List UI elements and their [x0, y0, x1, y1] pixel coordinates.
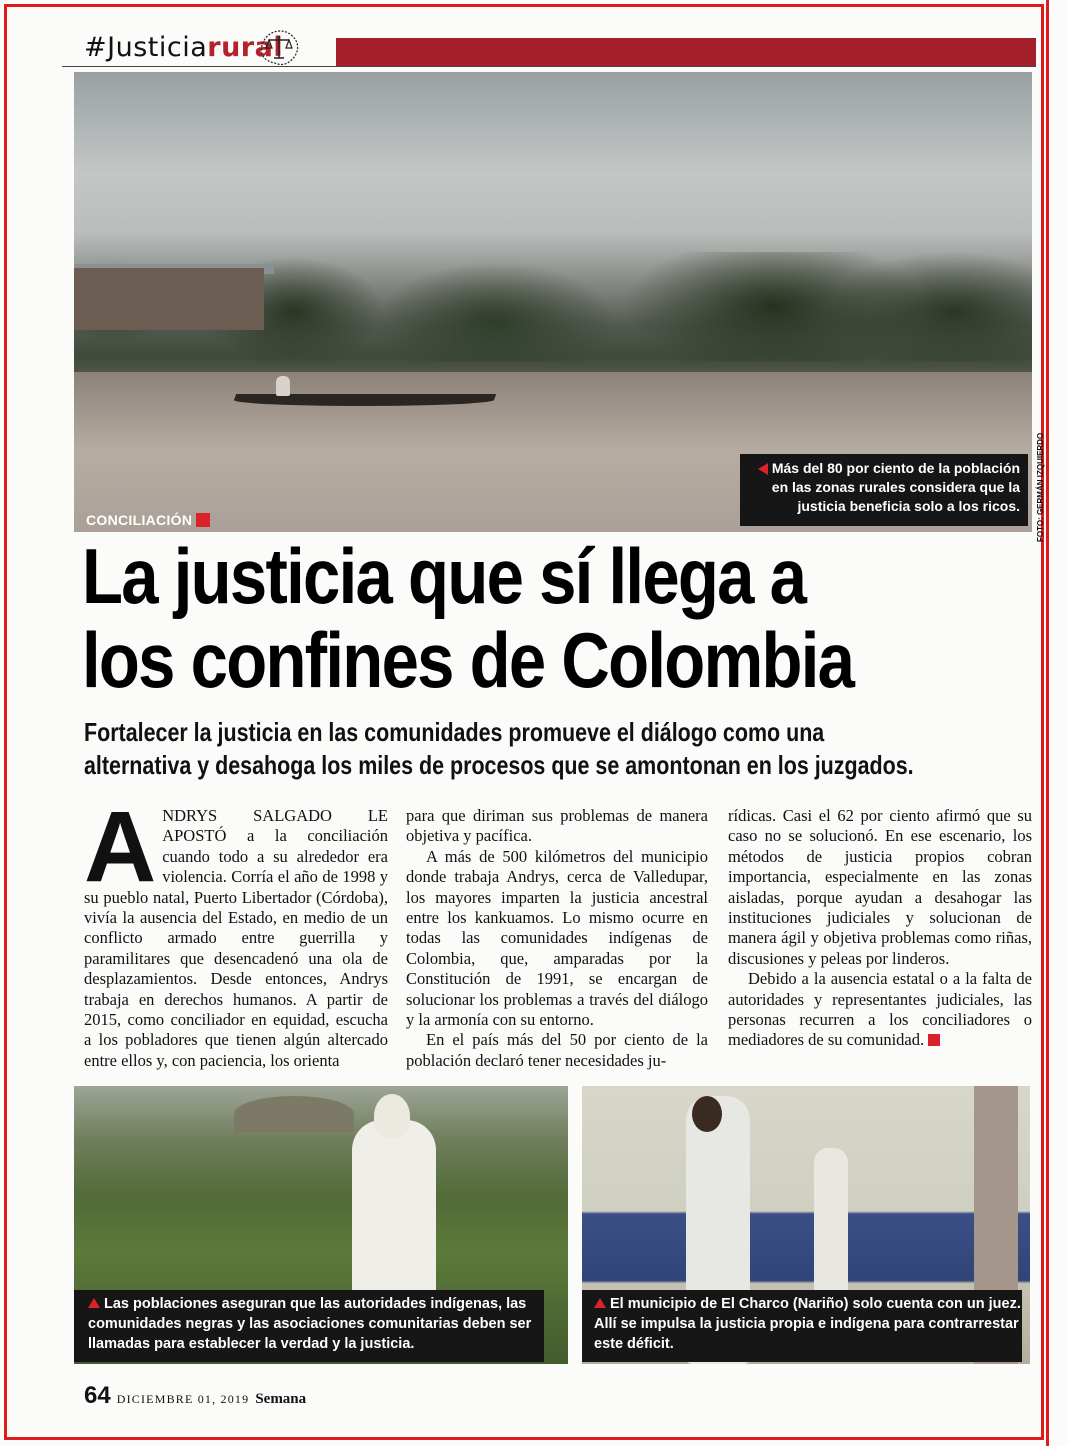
photo-a-caption-line: llamadas para establecer la verdad y la justicia.: [88, 1336, 415, 1352]
photo-b-caption: [582, 1290, 1022, 1362]
deck-line: Fortalecer la justicia en las comunidades promueve el diálogo como una: [84, 717, 825, 747]
magazine-name: Semana: [255, 1391, 307, 1407]
headline: [82, 534, 908, 702]
stilt-house: [74, 268, 264, 330]
page-number: 64: [84, 1382, 111, 1409]
canoe-rower: [276, 376, 290, 396]
header-rule: [62, 66, 1036, 67]
body-paragraph: rídicas. Casi el 62 por ciento afirmó que su caso no se solucionó. En ese escenario, los métodos de justicia propios cobran importancia, especialmente en las zonas aisladas, porque ayudan a desahogar las instituciones judiciales y solucionan de manera ágil y objetiva problemas como riñas, discusiones y peleas por linderos.: [728, 806, 1032, 968]
justice-scale-icon: [256, 24, 302, 70]
person-white-clothing: [352, 1120, 436, 1316]
hut-roof: [234, 1096, 354, 1132]
hero-caption-line: Más del 80 por ciento de la población: [771, 460, 1020, 476]
section-marker-icon: [196, 513, 210, 527]
headline-line: La justicia que sí llega a: [82, 532, 806, 620]
body-column-3: [728, 806, 1032, 1051]
end-mark-icon: [928, 1034, 940, 1046]
photo-a-caption-line: comunidades negras y las asociaciones comunitarias deben ser: [88, 1316, 532, 1332]
issue-date: DICIEMBRE 01, 2019: [116, 1392, 250, 1406]
section-tag: [86, 512, 210, 528]
caption-arrow-icon: [594, 1298, 606, 1308]
drop-cap: A: [84, 791, 157, 903]
hero-caption-line: en las zonas rurales considera que la: [771, 479, 1020, 495]
headline-line: los confines de Colombia: [82, 616, 854, 704]
hashtag-suffix: rural: [207, 32, 284, 63]
body-paragraph-last: [728, 969, 1032, 1051]
body-paragraph: para que diriman sus problemas de manera objetiva y pacífica.: [406, 806, 708, 846]
page-footer: [84, 1382, 306, 1410]
hero-caption-line: justicia beneficia solo a los ricos.: [797, 498, 1020, 514]
body-column-2: [406, 806, 708, 1071]
man-head: [692, 1096, 722, 1132]
body-text: Debido a la ausencia estatal o a la falta de autoridades y representantes judiciales, las personas recurren a los conciliadores o mediadores de su comunidad.: [728, 969, 1032, 1050]
caption-arrow-icon: [758, 463, 768, 475]
header-accent-bar: [336, 38, 1036, 66]
photo-b-caption-line: El municipio de El Charco (Nariño) solo cuenta con un juez.: [610, 1296, 1021, 1312]
hashtag-prefix: #Justicia: [84, 32, 208, 63]
photo-b-caption-line: este déficit.: [594, 1336, 674, 1352]
deck-line: alternativa y desahoga los miles de procesos que se amontonan en los juzgados.: [84, 750, 914, 780]
photo-credit: FOTO: GERMÁN IZQUIERDO: [1036, 432, 1045, 542]
caption-arrow-icon: [88, 1298, 100, 1308]
section-label: CONCILIACIÓN: [86, 512, 193, 528]
person-white-hat: [374, 1094, 410, 1138]
body-paragraph: A más de 500 kilómetros del municipio donde trabaja Andrys, cerca de Valledupar, los mayores imparten la justicia ancestral entre los kankuamos. Lo mismo ocurre en todas las comunidades indígenas de Colombia, que, amparadas por la Constitución de 1991, se encargan de solucionar los problemas a través del diálogo y la armonía con su entorno.: [406, 846, 708, 1030]
body-paragraph: NDRYS SALGADO LE APOSTÓ a la conciliación cuando todo a su alrededor era violencia. Corría el año de 1998 y su pueblo natal, Puerto Libertador (Córdoba), vivía la ausencia del Estado, en medio de un conflicto armado entre guerrilla y paramilitares que desencadenó una ola de desplazamientos. Desde entonces, Andrys trabaja en derechos humanos. A partir de 2015, como conciliador en equidad, escucha a los pobladores que tienen algún altercado entre ellos y, con paciencia, los orienta: [84, 806, 388, 1070]
page-border-right: [1046, 0, 1049, 1446]
photo-a-caption-line: Las poblaciones aseguran que las autoridades indígenas, las: [104, 1296, 527, 1312]
body-column-1: [84, 791, 388, 1071]
photo-b-caption-line: Allí se impulsa la justicia propia e indígena para contrarrestar: [594, 1316, 1019, 1332]
photo-a-caption: [74, 1290, 544, 1362]
boy-school-uniform: [814, 1148, 848, 1298]
deck: [84, 716, 959, 782]
section-hashtag: [84, 32, 283, 63]
hero-caption: [740, 454, 1028, 526]
body-paragraph: En el país más del 50 por ciento de la población declaró tener necesidades ju-: [406, 1030, 708, 1070]
